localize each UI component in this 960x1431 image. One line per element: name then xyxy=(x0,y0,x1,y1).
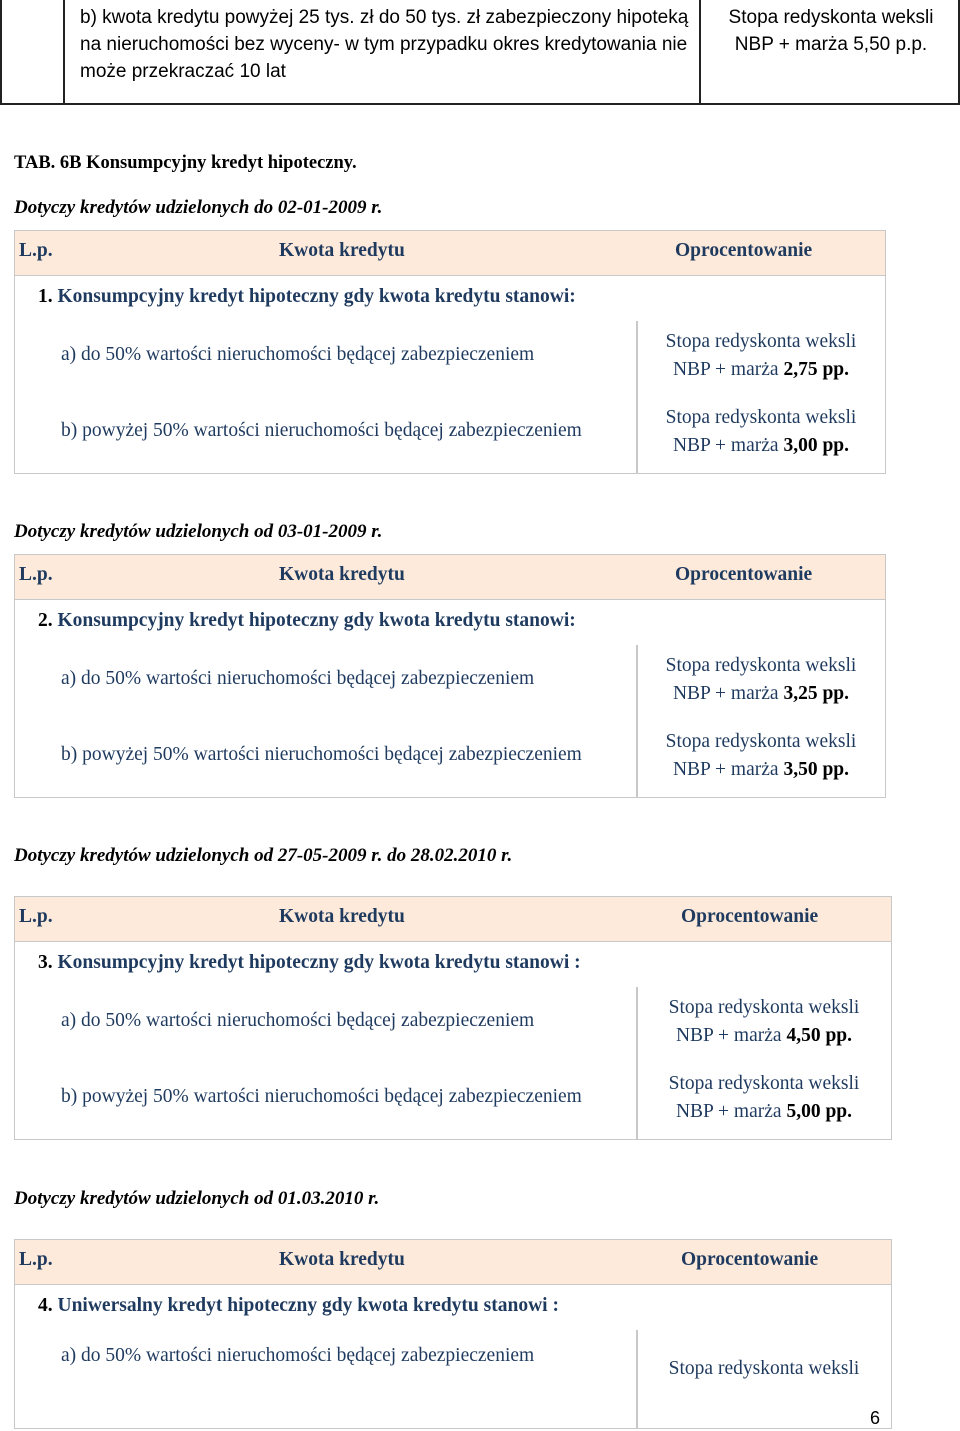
table-border xyxy=(63,0,65,104)
row-number: 4. xyxy=(38,1295,53,1316)
rate-base: Stopa redyskonta weksli xyxy=(665,655,857,676)
top-row-rate: Stopa redyskonta weksli NBP + marża 5,50 p.p. xyxy=(728,7,934,55)
table-border xyxy=(699,0,701,104)
row-number: 1. xyxy=(38,286,53,307)
top-row-description: b) kwota kredytu powyżej 25 tys. zł do 50 tys. zł zabezpieczony hipoteką na nieruchomości bez wyceny- w tym przypadku okres kredytowania nie może przekraczać 10 lat xyxy=(80,7,689,82)
rate-base: Stopa redyskonta weksli xyxy=(665,407,857,428)
section-subtitle: Dotyczy kredytów udzielonych do 02-01-2009 r. xyxy=(14,197,383,218)
header-lp: L.p. xyxy=(19,1249,53,1270)
rate-base: Stopa redyskonta weksli xyxy=(665,731,857,752)
rate-table xyxy=(14,896,892,1140)
rate-base: Stopa redyskonta weksli xyxy=(668,997,860,1018)
option-label: b) powyżej 50% wartości nieruchomości będącej zabezpieczeniem xyxy=(61,420,582,441)
row-title-text: Konsumpcyjny kredyt hipoteczny gdy kwota kredytu stanowi: xyxy=(57,610,576,631)
loan-type-title xyxy=(38,1295,559,1317)
table-caption: TAB. 6B Konsumpcyjny kredyt hipoteczny. xyxy=(14,153,357,173)
header-amount: Kwota kredytu xyxy=(279,240,405,261)
header-amount: Kwota kredytu xyxy=(279,906,405,927)
row-number: 2. xyxy=(38,610,53,631)
row-number: 3. xyxy=(38,952,53,973)
table-header xyxy=(14,554,886,600)
header-amount: Kwota kredytu xyxy=(279,564,405,585)
header-amount: Kwota kredytu xyxy=(279,1249,405,1270)
table-header xyxy=(14,896,892,942)
rate-table xyxy=(14,230,886,474)
interest-rate xyxy=(636,652,886,708)
header-lp: L.p. xyxy=(19,240,53,261)
rate-margin: NBP + marża 3,25 pp. xyxy=(672,683,850,704)
rate-base: Stopa redyskonta weksli xyxy=(665,331,857,352)
option-label: b) powyżej 50% wartości nieruchomości będącej zabezpieczeniem xyxy=(61,1086,582,1107)
row-title-text: Uniwersalny kredyt hipoteczny gdy kwota kredytu stanowi : xyxy=(57,1295,559,1316)
header-rate: Oprocentowanie xyxy=(681,1249,819,1270)
rate-table xyxy=(14,554,886,798)
interest-rate xyxy=(636,404,886,460)
section-subtitle: Dotyczy kredytów udzielonych od 01.03.2010 r. xyxy=(14,1188,380,1209)
table-header xyxy=(14,230,886,276)
rate-base: Stopa redyskonta weksli xyxy=(668,1358,860,1379)
loan-type-title xyxy=(38,610,576,632)
rate-table xyxy=(14,1239,892,1429)
table-border xyxy=(0,0,2,104)
header-rate: Oprocentowanie xyxy=(681,906,819,927)
interest-rate xyxy=(636,1070,892,1126)
table-border xyxy=(0,103,960,105)
table-header xyxy=(14,1239,892,1285)
header-rate: Oprocentowanie xyxy=(675,564,813,585)
rate-margin: NBP + marża 2,75 pp. xyxy=(672,359,850,380)
loan-type-title xyxy=(38,286,576,308)
option-label: b) powyżej 50% wartości nieruchomości będącej zabezpieczeniem xyxy=(61,744,582,765)
interest-rate xyxy=(636,994,892,1050)
interest-rate xyxy=(636,1355,892,1383)
rate-margin: NBP + marża 3,00 pp. xyxy=(672,435,850,456)
section-subtitle: Dotyczy kredytów udzielonych od 03-01-2009 r. xyxy=(14,521,383,542)
header-lp: L.p. xyxy=(19,906,53,927)
option-label: a) do 50% wartości nieruchomości będącej zabezpieczeniem xyxy=(61,344,535,365)
rate-margin: NBP + marża 5,00 pp. xyxy=(675,1101,853,1122)
rate-margin: NBP + marża 4,50 pp. xyxy=(675,1025,853,1046)
section-subtitle: Dotyczy kredytów udzielonych od 27-05-2009 r. do 28.02.2010 r. xyxy=(14,845,513,866)
loan-type-title xyxy=(38,952,581,974)
header-lp: L.p. xyxy=(19,564,53,585)
option-label: a) do 50% wartości nieruchomości będącej zabezpieczeniem xyxy=(61,1010,535,1031)
page-number: 6 xyxy=(870,1408,881,1428)
rate-margin: NBP + marża 3,50 pp. xyxy=(672,759,850,780)
option-label: a) do 50% wartości nieruchomości będącej zabezpieczeniem xyxy=(61,668,535,689)
top-table-fragment xyxy=(0,0,960,104)
row-title-text: Konsumpcyjny kredyt hipoteczny gdy kwota kredytu stanowi: xyxy=(57,286,576,307)
option-label: a) do 50% wartości nieruchomości będącej zabezpieczeniem xyxy=(61,1345,535,1366)
interest-rate xyxy=(636,728,886,784)
rate-base: Stopa redyskonta weksli xyxy=(668,1073,860,1094)
header-rate: Oprocentowanie xyxy=(675,240,813,261)
row-title-text: Konsumpcyjny kredyt hipoteczny gdy kwota kredytu stanowi : xyxy=(57,952,581,973)
interest-rate xyxy=(636,328,886,384)
